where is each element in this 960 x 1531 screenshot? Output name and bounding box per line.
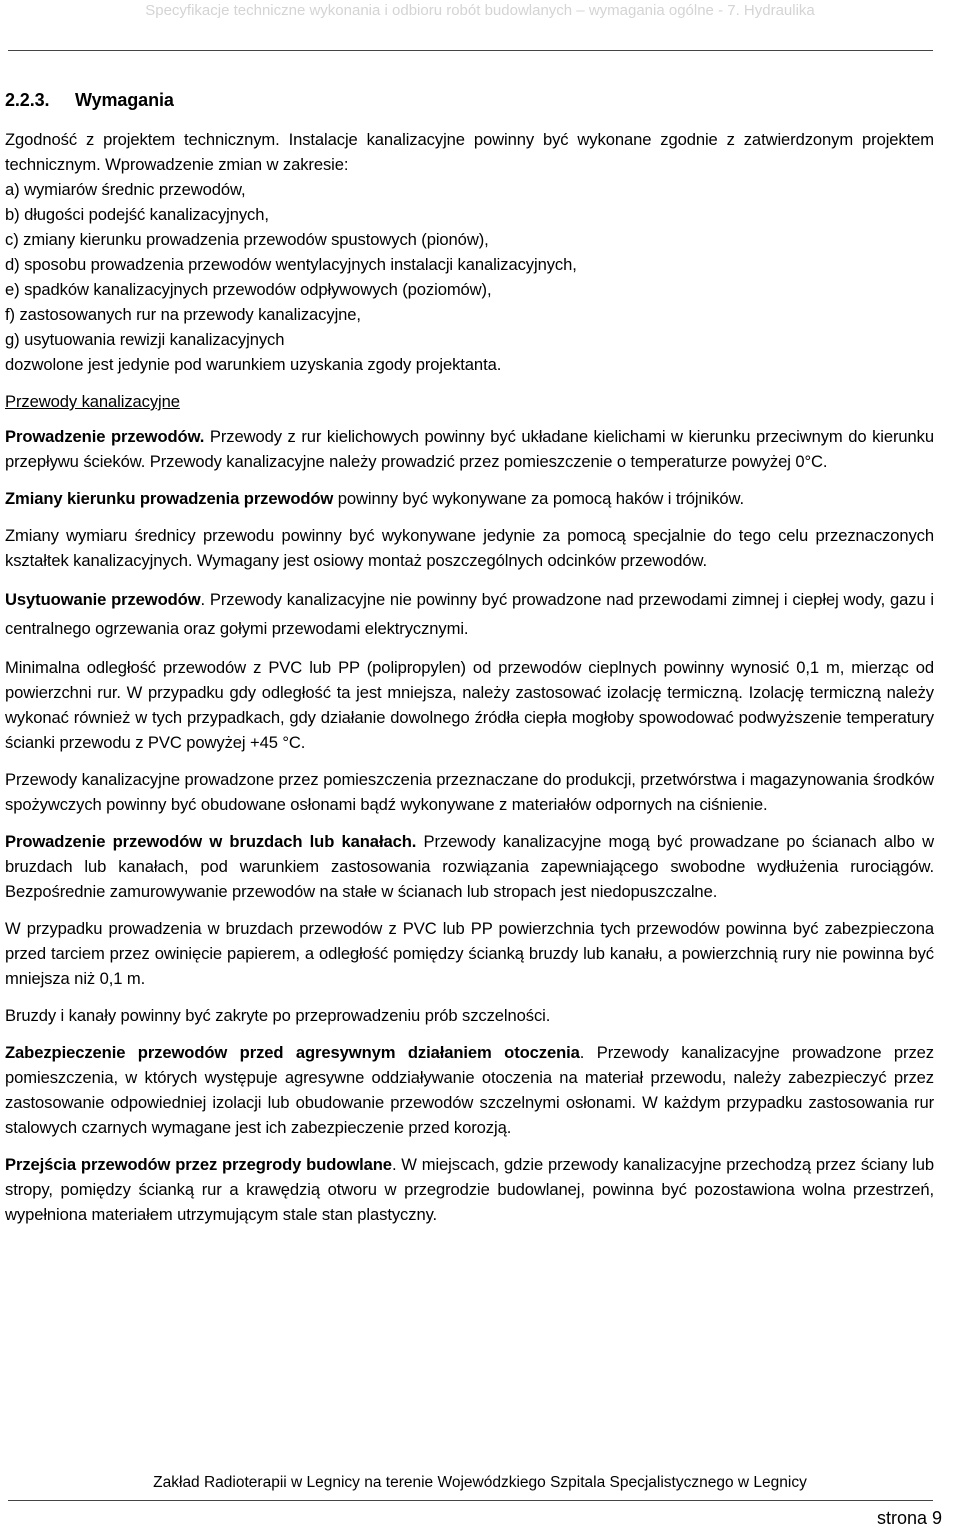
paragraph-food-rooms: Przewody kanalizacyjne prowadzone przez pomieszczenia przeznaczane do produkcji, przetwórstwa i magazynowania środków spożywczych powinny być obudowane osłonami bądź wykonywane z materiałów odpornych na ciśnienie. [5, 770, 934, 814]
header-divider [8, 50, 933, 51]
paragraph-pipe-placement: Usytuowanie przewodów. Przewody kanalizacyjne nie powinny być prowadzone nad przewodami zimnej i ciepłej wody, gazu i centralnego ogrzewania oraz gołymi przewodami elektrycznymi. [5, 590, 934, 638]
paragraph-direction-changes: Zmiany kierunku prowadzenia przewodów powinny być wykonywane za pomocą haków i trójników. [5, 489, 745, 508]
intro-paragraph: Zgodność z projektem technicznym. Instalacje kanalizacyjne powinny być wykonane zgodnie z zatwierdzonym projektem technicznym. Wprowadzenie zmian w zakresie: [5, 130, 934, 174]
paragraph-covering-chases: Bruzdy i kanały powinny być zakryte po przeprowadzeniu prób szczelności. [5, 1006, 551, 1025]
intro-closing: dozwolone jest jedynie pod warunkiem uzyskania zgody projektanta. [5, 355, 502, 374]
list-item: a) wymiarów średnic przewodów, [5, 180, 246, 199]
list-item: f) zastosowanych rur na przewody kanalizacyjne, [5, 305, 361, 324]
footer-institution: Zakład Radioterapii w Legnicy na terenie Wojewódzkiego Szpitala Specjalistycznego w Legnicy [153, 1474, 807, 1491]
bold-lead: Zabezpieczenie przewodów przed agresywnym działaniem otoczenia [5, 1043, 580, 1062]
paragraph-chases-channels: Prowadzenie przewodów w bruzdach lub kanałach. Przewody kanalizacyjne mogą być prowadzane po ścianach albo w bruzdach lub kanałach, pod warunkiem zastosowania rozwiązania zapewniającego swobodne wydłużenia rurociągów. Bezpośrednie zamurowywanie przewodów na stałe w ścianach lub stropach jest niedopuszczalne. [5, 832, 934, 901]
paragraph-min-distance: Minimalna odległość przewodów z PVC lub PP (polipropylen) od przewodów cieplnych powinny wynosić 0,1 m, mierząc od powierzchni rur. W przypadku gdy odległość ta jest mniejsza, należy zastosować izolację termiczną. Izolację termiczną należy wykonać również w tych przypadkach, gdy działanie dowolnego źródła ciepła mogłoby spowodować podwyższenie temperatury ścianki przewodu z PVC powyżej +45 °C. [5, 658, 934, 752]
change-scope-list [5, 177, 934, 352]
paragraph-pipe-routing: Prowadzenie przewodów. Przewody z rur kielichowych powinny być układane kielichami w kierunku przeciwnym do kierunku przepływu ścieków. Przewody kanalizacyjne należy prowadzić przez pomieszczenie o temperaturze powyżej 0°C. [5, 427, 934, 471]
bold-lead: Usytuowanie przewodów [5, 590, 201, 609]
paragraph-diameter-changes: Zmiany wymiaru średnicy przewodu powinny być wykonywane jedynie za pomocą specjalnie do tego celu przeznaczonych kształtek kanalizacyjnych. Wymagany jest osiowy montaż poszczególnych odcinków przewodów. [5, 526, 934, 570]
list-item: d) sposobu prowadzenia przewodów wentylacyjnych instalacji kanalizacyjnych, [5, 255, 577, 274]
subheading-sewer-pipes: Przewody kanalizacyjne [5, 392, 180, 411]
bold-lead: Prowadzenie przewodów. [5, 427, 205, 446]
section-heading [5, 88, 934, 113]
paragraph-wall-penetrations: Przejścia przewodów przez przegrody budowlane. W miejscach, gdzie przewody kanalizacyjne przechodzą przez ściany lub stropy, pomiędzy ścianką rur a krawędzią otworu w przegrodzie budowlanej, powinna być pozostawiona wolna przestrzeń, wypełniona materiałem utrzymującym stale stan plastyczny. [5, 1155, 934, 1224]
list-item: c) zmiany kierunku prowadzenia przewodów spustowych (pionów), [5, 230, 489, 249]
page-number: strona 9 [876, 1508, 942, 1528]
document-body [5, 88, 934, 1239]
paragraph-aggressive-environment: Zabezpieczenie przewodów przed agresywnym działaniem otoczenia. Przewody kanalizacyjne prowadzone przez pomieszczenia, w których występuje agresywne oddziaływanie otoczenia na materiał przewodu, należy zabezpieczyć przez zastosowanie odpowiedniej izolacji lub obudowanie przewodów szczelnymi osłonami. W każdym przypadku zastosowania rur stalowych czarnych wymagane jest ich zabezpieczenie przed korozją. [5, 1043, 934, 1137]
bold-lead: Prowadzenie przewodów w bruzdach lub kanałach. [5, 832, 417, 851]
section-title: Wymagania [75, 90, 174, 110]
bold-lead: Przejścia przewodów przez przegrody budowlane [5, 1155, 392, 1174]
list-item: b) długości podejść kanalizacyjnych, [5, 205, 269, 224]
section-number: 2.2.3. [5, 90, 50, 110]
list-item: g) usytuowania rewizji kanalizacyjnych [5, 330, 285, 349]
footer-divider [8, 1500, 933, 1501]
bold-lead: Zmiany kierunku prowadzenia przewodów [5, 489, 334, 508]
list-item: e) spadków kanalizacyjnych przewodów odpływowych (poziomów), [5, 280, 492, 299]
running-header: Specyfikacje techniczne wykonania i odbioru robót budowlanych – wymagania ogólne - 7. Hydraulika [145, 2, 815, 19]
paragraph-pvc-in-chases: W przypadku prowadzenia w bruzdach przewodów z PVC lub PP powierzchnia tych przewodów powinna być zabezpieczona przed tarciem przez owinięcie papierem, a odległość pomiędzy ścianką bruzdy lub kanału, a powierzchnią rury nie powinna być mniejsza niż 0,1 m. [5, 919, 934, 988]
